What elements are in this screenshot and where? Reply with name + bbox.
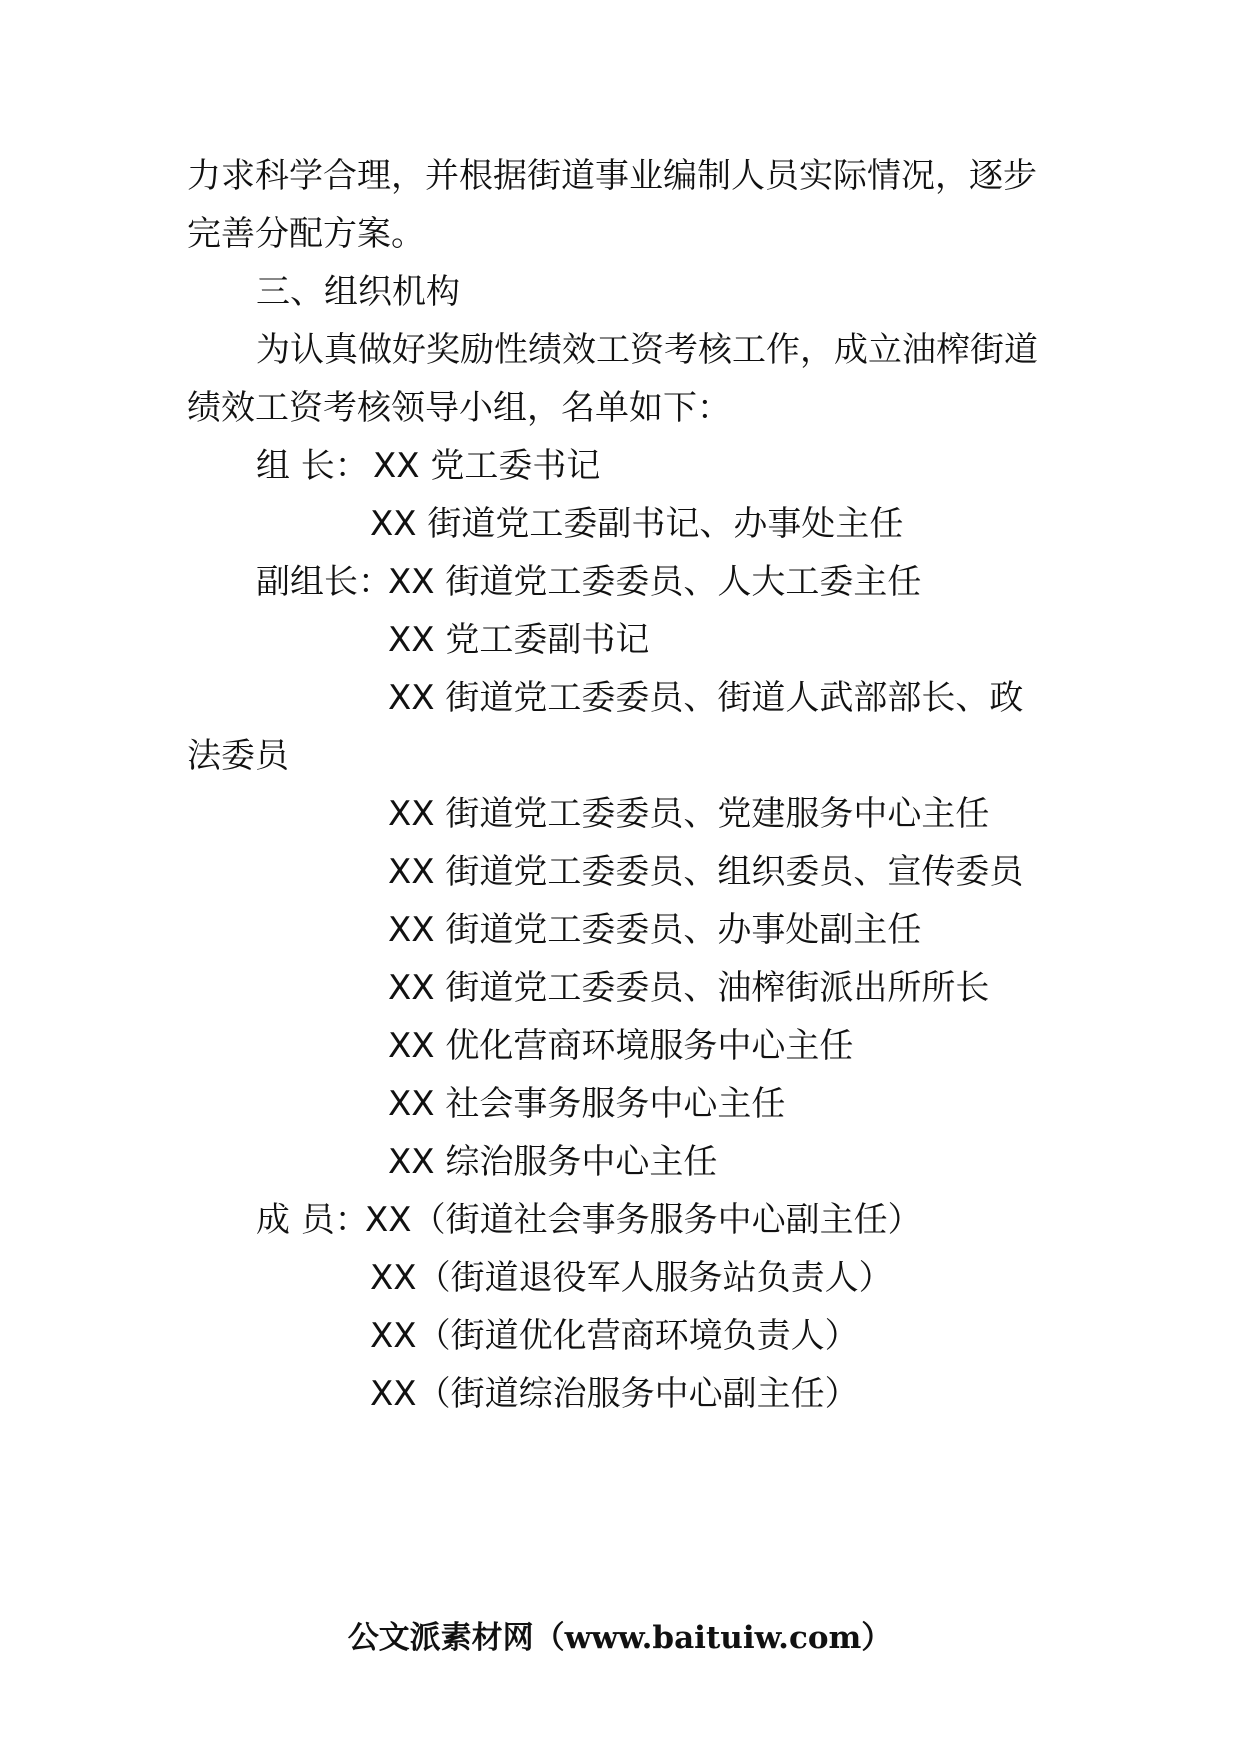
member-label: 成 员：: [256, 1200, 369, 1240]
leader-entry: XX 街道党工委副书记、办事处主任: [370, 504, 904, 544]
deputy-entry: XX 街道党工委委员、党建服务中心主任: [388, 794, 990, 834]
member-entry: XX（街道社会事务服务中心副主任）: [365, 1200, 922, 1240]
deputy-label: 副组长：: [256, 562, 392, 602]
member-entry: XX（街道退役军人服务站负责人）: [370, 1258, 893, 1298]
deputy-entry: XX 社会事务服务中心主任: [388, 1084, 786, 1124]
deputy-entry: XX 街道党工委委员、街道人武部部长、政: [388, 678, 1024, 718]
member-entry: XX（街道优化营商环境负责人）: [370, 1316, 859, 1356]
deputy-entry: XX 街道党工委委员、人大工委主任: [388, 562, 922, 602]
deputy-entry: XX 街道党工委委员、组织委员、宣传委员: [388, 852, 1024, 892]
leader-label: 组 长：: [256, 446, 369, 486]
paragraph-line: 力求科学合理，并根据街道事业编制人员实际情况，逐步: [187, 156, 1037, 196]
deputy-entry: XX 党工委副书记: [388, 620, 650, 660]
leader-entry: XX 党工委书记: [373, 446, 601, 486]
member-entry: XX（街道综治服务中心副主任）: [370, 1374, 859, 1414]
paragraph-line: 绩效工资考核领导小组，名单如下：: [187, 388, 731, 428]
deputy-entry: XX 街道党工委委员、油榨街派出所所长: [388, 968, 990, 1008]
deputy-entry: XX 优化营商环境服务中心主任: [388, 1026, 854, 1066]
deputy-entry-continuation: 法委员: [187, 736, 289, 776]
deputy-entry: XX 街道党工委委员、办事处副主任: [388, 910, 922, 950]
deputy-entry: XX 综治服务中心主任: [388, 1142, 718, 1182]
paragraph-line: 完善分配方案。: [187, 214, 425, 254]
section-heading: 三、组织机构: [256, 272, 460, 312]
footer-source: 公文派素材网（www.baituiw.com）: [347, 1620, 893, 1656]
paragraph-line: 为认真做好奖励性绩效工资考核工作，成立油榨街道: [256, 330, 1038, 370]
